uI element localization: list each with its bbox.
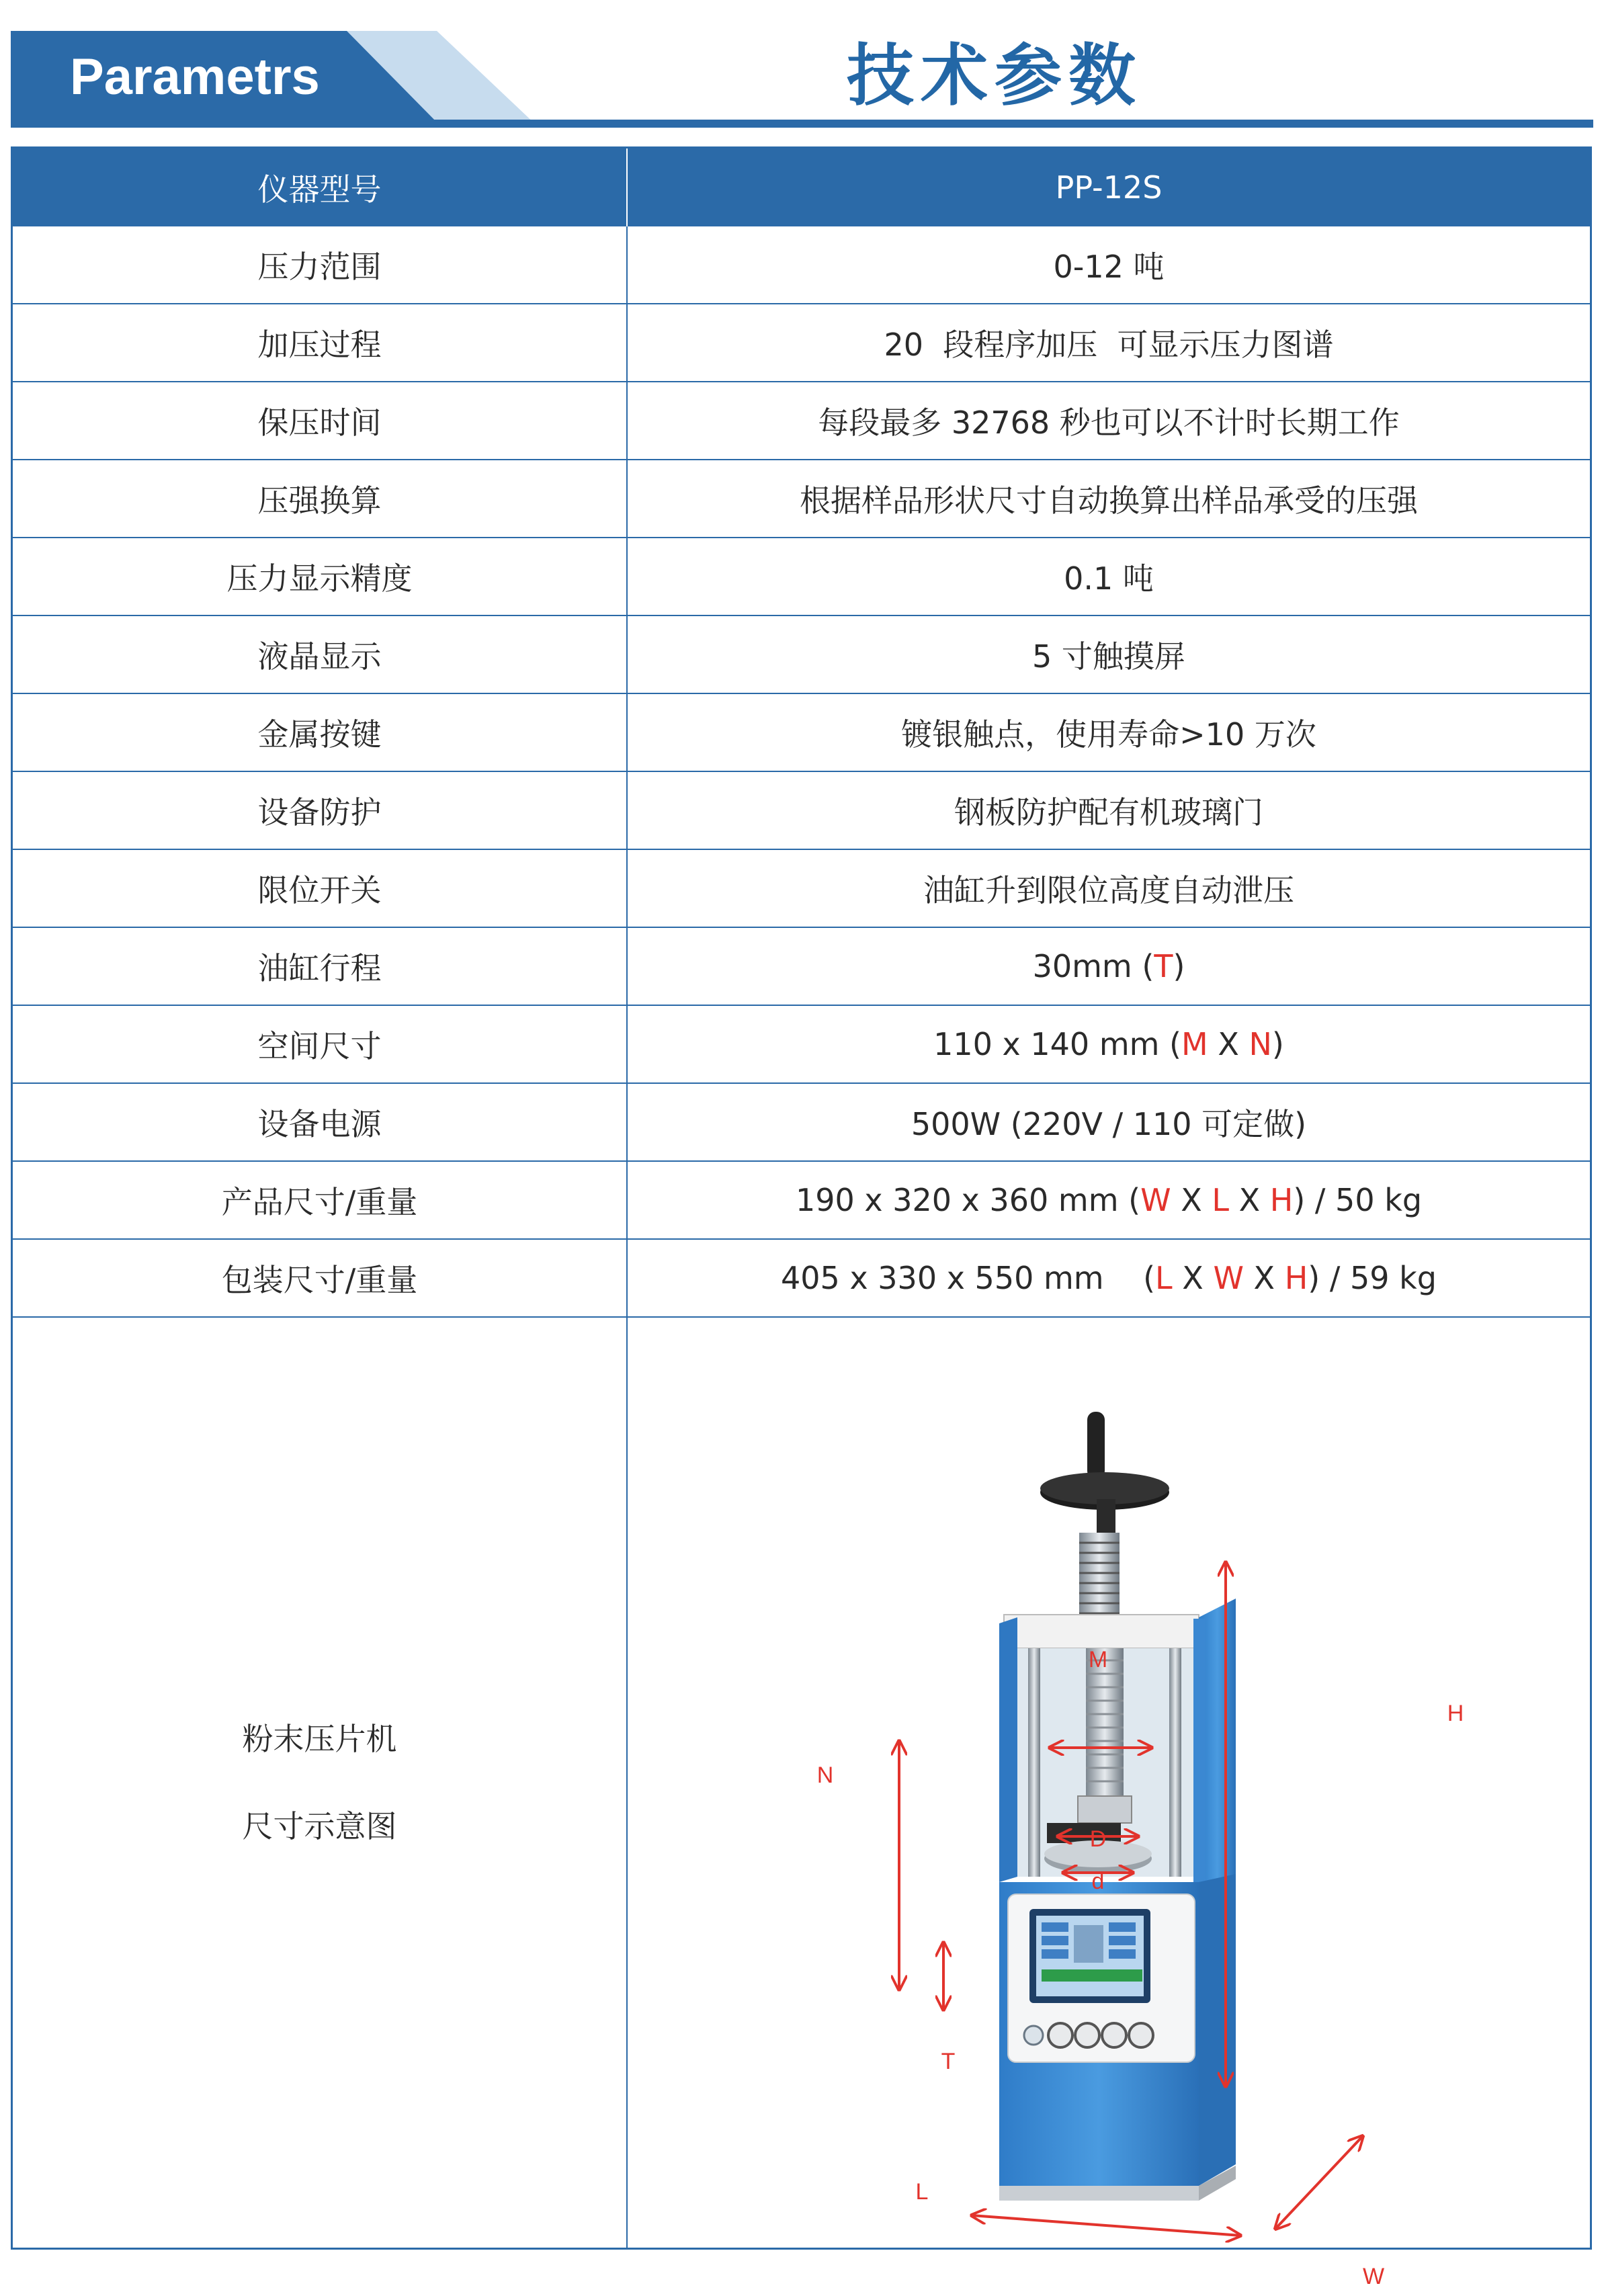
value-text: X bbox=[1243, 1260, 1285, 1296]
value-text: ) / 59 kg bbox=[1308, 1260, 1437, 1296]
row-label: 包装尺寸/重量 bbox=[13, 1240, 628, 1316]
diagram-row bbox=[13, 1318, 1590, 2289]
row-label: 压力范围 bbox=[13, 226, 628, 303]
table-row bbox=[13, 382, 1590, 460]
row-value bbox=[628, 1162, 1590, 1238]
value-text: ) bbox=[1271, 1026, 1284, 1062]
table-row bbox=[13, 616, 1590, 694]
row-value bbox=[628, 1240, 1590, 1316]
value-text: X bbox=[1229, 1182, 1270, 1218]
dim-label-t: T bbox=[941, 2049, 956, 2074]
value-text: ) bbox=[1173, 948, 1185, 984]
row-value: 500W (220V / 110 可定做) bbox=[911, 1106, 1307, 1142]
row-label: 加压过程 bbox=[13, 304, 628, 381]
dim-symbol: W bbox=[1140, 1182, 1171, 1218]
row-value: 0.1 吨 bbox=[1064, 560, 1154, 597]
table-row bbox=[13, 1006, 1590, 1084]
value-text: X bbox=[1208, 1026, 1249, 1062]
table-row bbox=[13, 850, 1590, 928]
row-label: 设备电源 bbox=[13, 1084, 628, 1160]
screw-icon bbox=[1079, 1533, 1120, 1620]
table-row bbox=[13, 1240, 1590, 1318]
row-label: 金属按键 bbox=[13, 694, 628, 771]
dim-symbol: H bbox=[1284, 1260, 1308, 1296]
header-divider bbox=[11, 120, 1593, 128]
value-text: ) / 50 kg bbox=[1293, 1182, 1423, 1218]
dim-label-d-upper: D bbox=[1089, 1826, 1107, 1852]
row-value: 钢板防护配有机玻璃门 bbox=[954, 794, 1263, 831]
row-value: 镀银触点，使用寿命>10 万次 bbox=[901, 716, 1316, 753]
row-value: 根据样品形状尺寸自动换算出样品承受的压强 bbox=[800, 482, 1418, 519]
dim-symbol: L bbox=[1212, 1182, 1229, 1218]
page-title: 技术参数 bbox=[847, 36, 1142, 115]
diagram-caption-line: 粉末压片机 bbox=[242, 1721, 397, 1757]
table-row bbox=[13, 460, 1590, 538]
dim-label-d-lower: d bbox=[1091, 1869, 1105, 1894]
value-text: 405 x 330 x 550 mm ( bbox=[781, 1260, 1156, 1296]
row-value: 5 寸触摸屏 bbox=[1032, 638, 1185, 675]
table-row bbox=[13, 772, 1590, 850]
dim-symbol: N bbox=[1249, 1026, 1272, 1062]
dim-symbol: T bbox=[1154, 948, 1173, 984]
diagram-cell bbox=[628, 1318, 1590, 2289]
handwheel-icon bbox=[1040, 1412, 1169, 1533]
row-label: 液晶显示 bbox=[13, 616, 628, 693]
row-label: 产品尺寸/重量 bbox=[13, 1162, 628, 1238]
row-label: 空间尺寸 bbox=[13, 1006, 628, 1082]
row-value: 20 段程序加压 可显示压力图谱 bbox=[884, 327, 1334, 363]
row-value bbox=[628, 928, 1590, 1005]
row-value bbox=[628, 1006, 1590, 1082]
dim-symbol: W bbox=[1213, 1260, 1244, 1296]
header-tab-label: Parametrs bbox=[70, 48, 320, 105]
diagram-caption bbox=[13, 1318, 628, 2248]
table-row bbox=[13, 928, 1590, 1006]
row-label: 设备防护 bbox=[13, 772, 628, 849]
table-header-row bbox=[13, 148, 1590, 226]
table-row bbox=[13, 226, 1590, 304]
table-row bbox=[13, 1162, 1590, 1240]
row-label: 油缸行程 bbox=[13, 928, 628, 1005]
dim-label-l: L bbox=[915, 2179, 929, 2205]
page-header bbox=[0, 0, 1604, 134]
dim-symbol: L bbox=[1155, 1260, 1173, 1296]
dim-label-h: H bbox=[1447, 1701, 1464, 1726]
header-label-cell: 仪器型号 bbox=[13, 148, 628, 226]
row-label: 保压时间 bbox=[13, 382, 628, 459]
table-row bbox=[13, 694, 1590, 772]
table-row bbox=[13, 304, 1590, 382]
row-label: 压力显示精度 bbox=[13, 538, 628, 615]
parameters-table bbox=[11, 146, 1592, 2289]
value-text: 30mm ( bbox=[1032, 948, 1154, 984]
dim-symbol: M bbox=[1181, 1026, 1208, 1062]
dim-label-n: N bbox=[816, 1762, 834, 1788]
value-text: X bbox=[1171, 1182, 1212, 1218]
row-value: 油缸升到限位高度自动泄压 bbox=[923, 872, 1294, 908]
row-label: 压强换算 bbox=[13, 460, 628, 537]
row-label: 限位开关 bbox=[13, 850, 628, 927]
press-frame bbox=[999, 1599, 1236, 2201]
dim-label-m: M bbox=[1088, 1647, 1108, 1672]
value-text: 190 x 320 x 360 mm ( bbox=[795, 1182, 1141, 1218]
value-text: X bbox=[1172, 1260, 1214, 1296]
value-text: 110 x 140 mm ( bbox=[933, 1026, 1182, 1062]
header-model-cell: PP-12S bbox=[1055, 169, 1163, 206]
dim-symbol: H bbox=[1269, 1182, 1294, 1218]
table-row bbox=[13, 538, 1590, 616]
row-value: 0-12 吨 bbox=[1053, 249, 1165, 285]
diagram-caption-line: 尺寸示意图 bbox=[242, 1808, 397, 1844]
row-value: 每段最多 32768 秒也可以不计时长期工作 bbox=[818, 405, 1400, 441]
table-row bbox=[13, 1084, 1590, 1162]
dim-label-w: W bbox=[1362, 2264, 1385, 2289]
press-dimension-diagram bbox=[628, 1318, 1590, 2289]
